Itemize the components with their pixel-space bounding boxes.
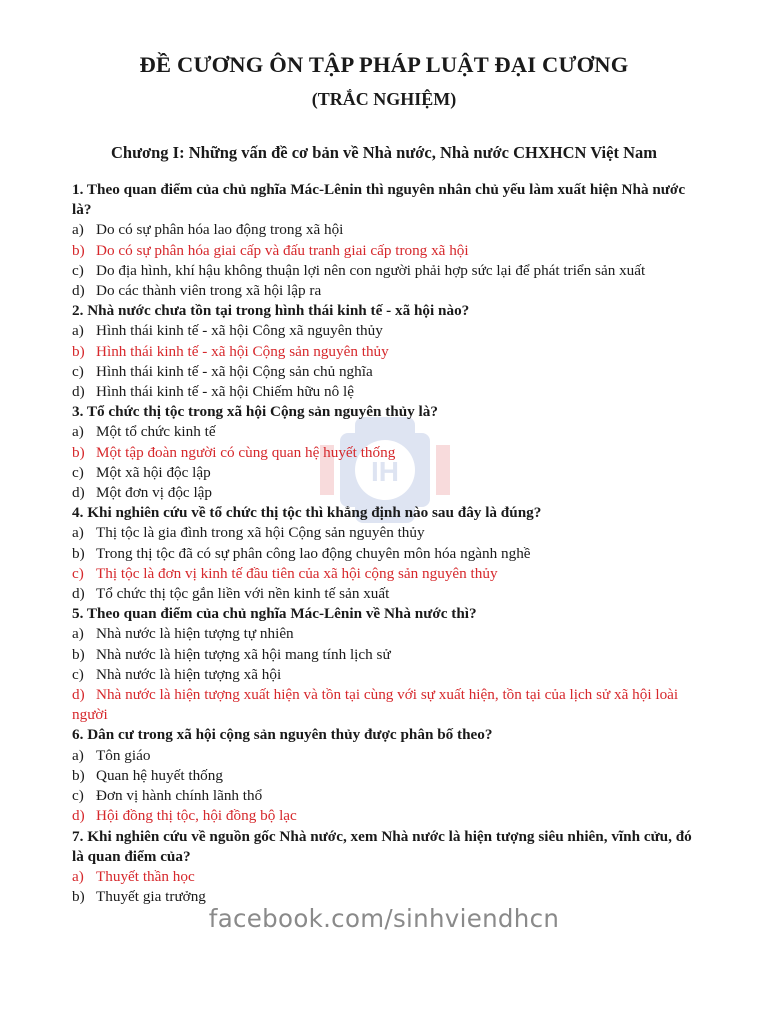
answer-option-correct — [72, 564, 702, 584]
option-text: Trong thị tộc đã có sự phân công lao động chuyên môn hóa ngành nghề — [96, 544, 531, 562]
option-letter: a) — [72, 625, 84, 643]
option-text: Thị tộc là gia đình trong xã hội Cộng sản nguyên thủy — [96, 524, 425, 542]
option-letter: a) — [72, 746, 84, 764]
answer-option-correct — [72, 806, 702, 826]
option-text: Nhà nước là hiện tượng xã hội mang tính lịch sử — [96, 645, 391, 663]
answer-option — [72, 362, 702, 382]
option-text: Một tổ chức kinh tế — [96, 423, 216, 441]
option-text: Một tập đoàn người có cùng quan hệ huyết thống — [96, 443, 396, 461]
question-text: 5. Theo quan điểm của chủ nghĩa Mác-Lênin về Nhà nước thì? — [72, 605, 477, 623]
answer-option — [72, 463, 702, 483]
option-text: Hình thái kinh tế - xã hội Cộng sản nguyên thủy — [96, 342, 389, 360]
option-letter: c) — [72, 665, 84, 683]
option-letter: c) — [72, 362, 84, 380]
option-text: Thị tộc là đơn vị kinh tế đầu tiên của xã hội cộng sản nguyên thủy — [96, 564, 498, 582]
option-text: Hình thái kinh tế - xã hội Cộng sản chủ nghĩa — [96, 362, 373, 380]
option-letter: b) — [72, 544, 85, 562]
answer-option — [72, 624, 702, 644]
answer-option-correct — [72, 241, 702, 261]
answer-option — [72, 422, 702, 442]
question-text: 4. Khi nghiên cứu về tổ chức thị tộc thì khẳng định nào sau đây là đúng? — [72, 504, 542, 522]
question-text: 7. Khi nghiên cứu về nguồn gốc Nhà nước, xem Nhà nước là hiện tượng siêu nhiên, vĩnh cửu, đó là quan điểm của? — [72, 827, 692, 865]
option-text: Quan hệ huyết thống — [96, 766, 223, 784]
question-text: 3. Tổ chức thị tộc trong xã hội Cộng sản nguyên thủy là? — [72, 403, 438, 421]
footer-watermark-text: facebook.com/sinhviendhcn — [208, 904, 560, 933]
option-text: Hội đồng thị tộc, hội đồng bộ lạc — [96, 807, 297, 825]
answer-option — [72, 483, 702, 503]
question-text: 1. Theo quan điểm của chủ nghĩa Mác-Lênin thì nguyên nhân chủ yếu làm xuất hiện Nhà nước là? — [72, 181, 686, 219]
option-letter: b) — [72, 766, 85, 784]
answer-option — [72, 645, 702, 665]
answer-option — [72, 220, 702, 240]
option-text: Do có sự phân hóa giai cấp và đấu tranh giai cấp trong xã hội — [96, 241, 469, 259]
answer-option — [72, 523, 702, 543]
answer-option — [72, 382, 702, 402]
option-text: Do địa hình, khí hậu không thuận lợi nên con người phải hợp sức lại để phát triển sản xuất — [96, 261, 646, 279]
question-text: 6. Dân cư trong xã hội cộng sản nguyên thủy được phân bố theo? — [72, 726, 493, 744]
answer-option-correct — [72, 342, 702, 362]
option-text: Nhà nước là hiện tượng tự nhiên — [96, 625, 294, 643]
question-list — [72, 180, 702, 907]
option-text: Hình thái kinh tế - xã hội Chiếm hữu nô lệ — [96, 383, 354, 401]
answer-option — [72, 746, 702, 766]
option-text: Thuyết thần học — [96, 867, 195, 885]
option-letter: a) — [72, 867, 84, 885]
option-text: Tổ chức thị tộc gắn liền với nền kinh tế sản xuất — [96, 585, 390, 603]
answer-option — [72, 281, 702, 301]
option-text: Một xã hội độc lập — [96, 463, 211, 481]
option-letter: a) — [72, 423, 84, 441]
option-letter: b) — [72, 342, 85, 360]
option-text: Nhà nước là hiện tượng xuất hiện và tồn tại cùng với sự xuất hiện, tồn tại của lịch sử xã hội loài người — [72, 686, 679, 724]
document-title: ĐỀ CƯƠNG ÔN TẬP PHÁP LUẬT ĐẠI CƯƠNG — [139, 52, 629, 77]
option-letter: d) — [72, 282, 85, 300]
option-text: Thuyết gia trưởng — [96, 888, 206, 906]
option-letter: d) — [72, 686, 85, 704]
option-letter: c) — [72, 261, 84, 279]
option-letter: d) — [72, 585, 85, 603]
option-text: Do các thành viên trong xã hội lập ra — [96, 282, 322, 300]
answer-option-correct — [72, 685, 702, 725]
watermark-label: IH — [371, 456, 399, 487]
answer-option — [72, 665, 702, 685]
option-text: Tôn giáo — [96, 746, 151, 764]
question-text: 2. Nhà nước chưa tồn tại trong hình thái kinh tế - xã hội nào? — [72, 302, 470, 320]
answer-option — [72, 584, 702, 604]
answer-option — [72, 261, 702, 281]
option-text: Do có sự phân hóa lao động trong xã hội — [96, 221, 344, 239]
option-letter: d) — [72, 383, 85, 401]
chapter-heading: Chương I: Những vấn đề cơ bản về Nhà nước, Nhà nước CHXHCN Việt Nam — [111, 143, 657, 162]
option-letter: d) — [72, 807, 85, 825]
document-subtitle: (TRẮC NGHIỆM) — [311, 89, 457, 109]
option-letter: c) — [72, 564, 84, 582]
option-letter: a) — [72, 221, 84, 239]
option-letter: b) — [72, 888, 85, 906]
option-letter: d) — [72, 484, 85, 502]
option-text: Đơn vị hành chính lãnh thổ — [96, 787, 263, 805]
option-letter: b) — [72, 645, 85, 663]
option-letter: c) — [72, 787, 84, 805]
option-letter: b) — [72, 241, 85, 259]
answer-option-correct — [72, 867, 702, 887]
answer-option — [72, 321, 702, 341]
option-letter: c) — [72, 463, 84, 481]
option-letter: a) — [72, 524, 84, 542]
answer-option — [72, 544, 702, 564]
option-letter: a) — [72, 322, 84, 340]
answer-option-correct — [72, 443, 702, 463]
option-text: Một đơn vị độc lập — [96, 484, 213, 502]
answer-option — [72, 786, 702, 806]
answer-option — [72, 766, 702, 786]
option-text: Hình thái kinh tế - xã hội Công xã nguyên thủy — [96, 322, 383, 340]
option-text: Nhà nước là hiện tượng xã hội — [96, 665, 282, 683]
option-letter: b) — [72, 443, 85, 461]
